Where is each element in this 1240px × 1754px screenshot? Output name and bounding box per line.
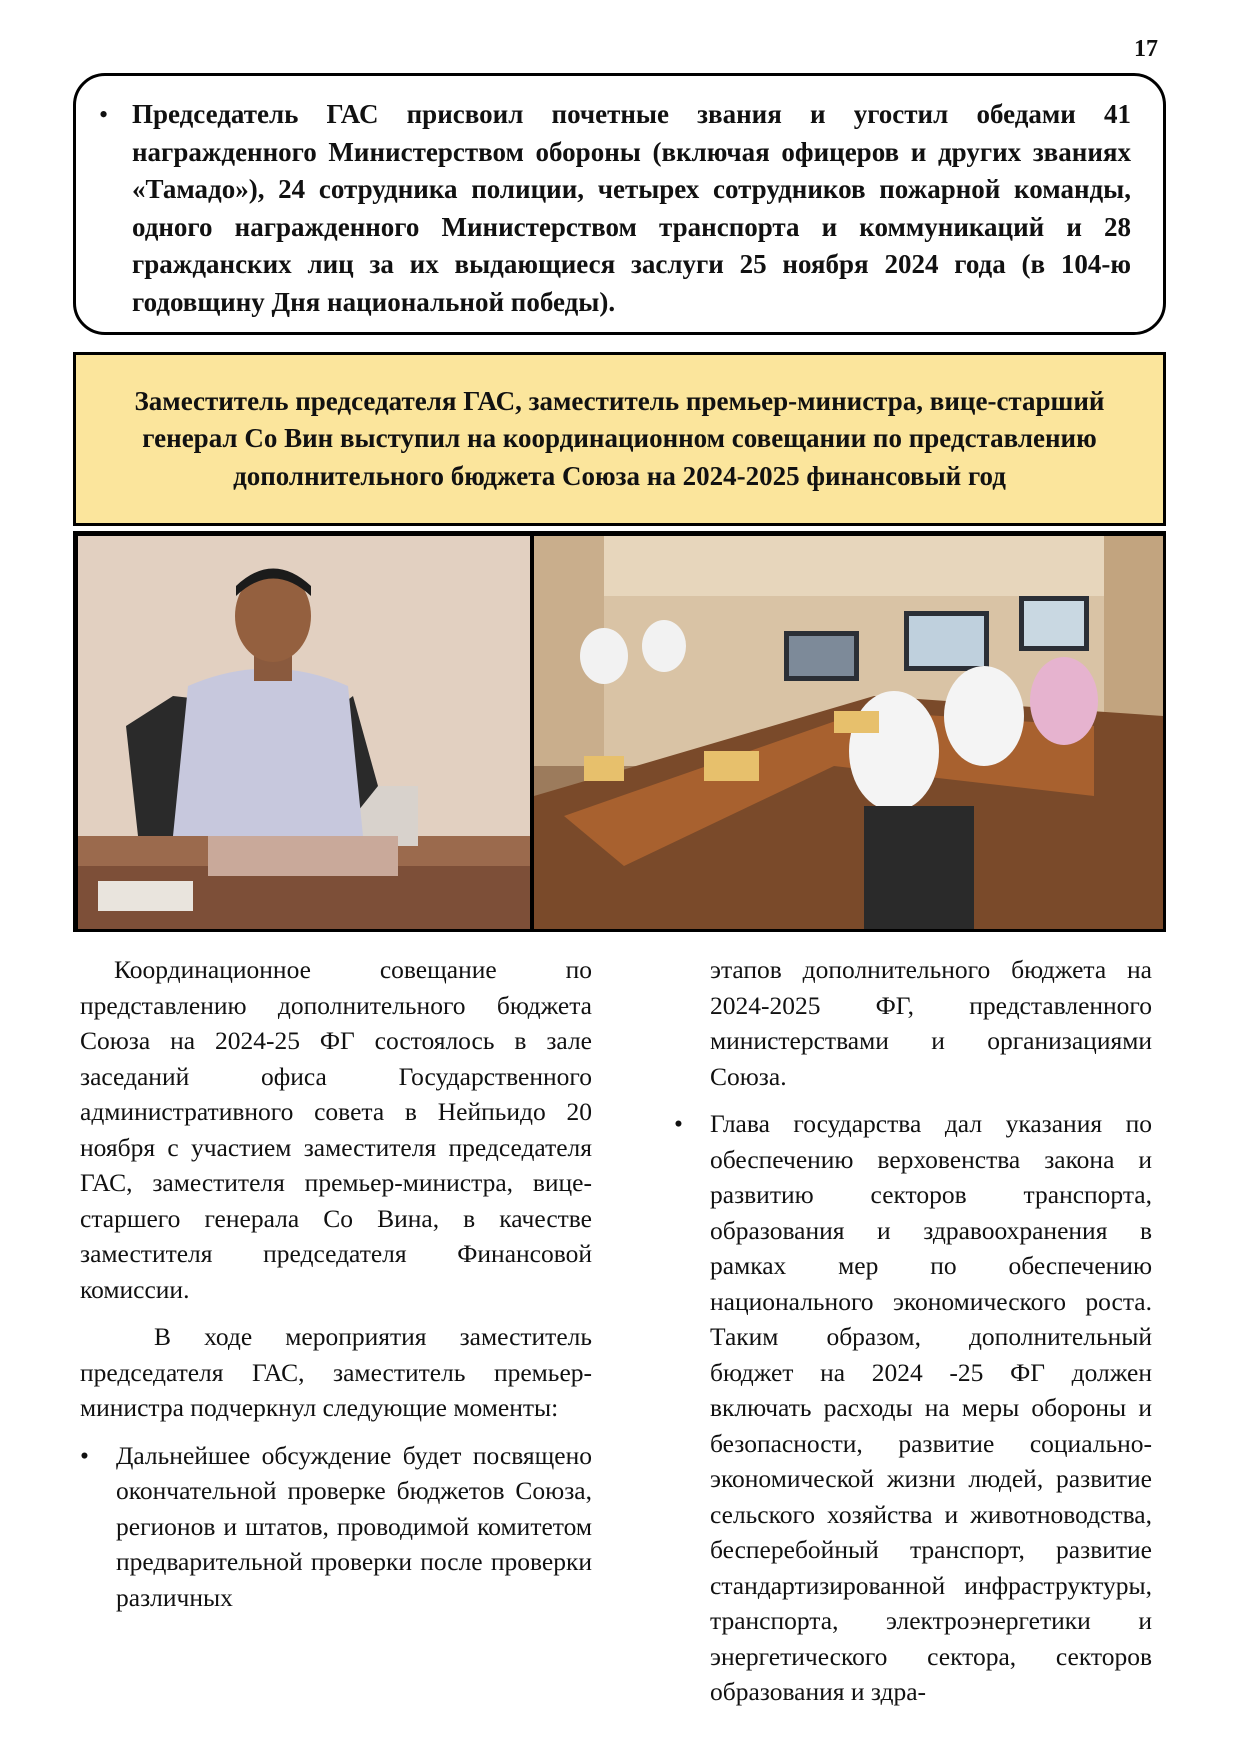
highlight-box: [73, 73, 1166, 335]
highlight-bullet-text: • Председатель ГАС присвоил почетные звания и угостил обедами 41 награжденного Министерством обороны (включая офицеров и других званиях «Тамадо»), 24 сотрудника полиции, четырех сотрудников пожарной команды, одного награжденного Министерством транспорта и коммуникаций и 28 гражданских лиц за их выдающиеся заслуги 25 ноября 2024 года (в 104-ю годовщину Дня национальной победы).: [132, 96, 1131, 321]
right-column: [674, 952, 1152, 1722]
body-paragraph-2: В ходе мероприятия заместитель председателя ГАС, заместитель премьер-министра подчеркнул следующие моменты:: [80, 1322, 592, 1422]
bullet-item-1: • Дальнейшее обсуждение будет посвящено окончательной проверке бюджетов Союза, регионов и штатов, проводимой комитетом предварительной проверки после проверки различных: [80, 1438, 592, 1616]
left-column: [80, 952, 592, 1627]
article-headline-box: [73, 352, 1166, 526]
article-headline: Заместитель председателя ГАС, заместитель премьер-министра, вице-старший генерал Со Вин выступил на координационном совещании по представлению дополнительного бюджета Союза на 2024-2025 финансовый год: [134, 385, 1105, 491]
bullet-item-1-continued: этапов дополнительного бюджета на 2024-2025 ФГ, представленного министерствами и организациями Союза.: [710, 955, 1152, 1091]
photo-meeting-room: [534, 536, 1163, 931]
page-number: 17: [1134, 36, 1158, 62]
bullet-item-2: • Глава государства дал указания по обеспечению верховенства закона и развитию секторов транспорта, образования и здравоохранения в рамках мер по обеспечению национального экономического роста. Таким образом, дополнительный бюджет на 2024 -25 ФГ должен включать расходы на меры обороны и безопасности, развитие социально-экономической жизни людей, развитие сельского хозяйства и животноводства, бесперебойный транспорт, развитие стандартизированной инфраструктуры, транспорта, электроэнергетики и энергетического сектора, секторов образования и здра-: [674, 1106, 1152, 1710]
body-paragraph-1: Координационное совещание по представлению дополнительного бюджета Союза на 2024-25 ФГ состоялось в зале заседаний офиса Государственного административного совета в Нейпьидо 20 ноября с участием заместителя председателя ГАС, заместителя премьер-министра, вице-старшего генерала Со Вина, в качестве заместителя председателя Финансовой комиссии.: [80, 955, 592, 1304]
photo-frame: [73, 531, 1166, 932]
photo-speaker: [78, 536, 530, 931]
